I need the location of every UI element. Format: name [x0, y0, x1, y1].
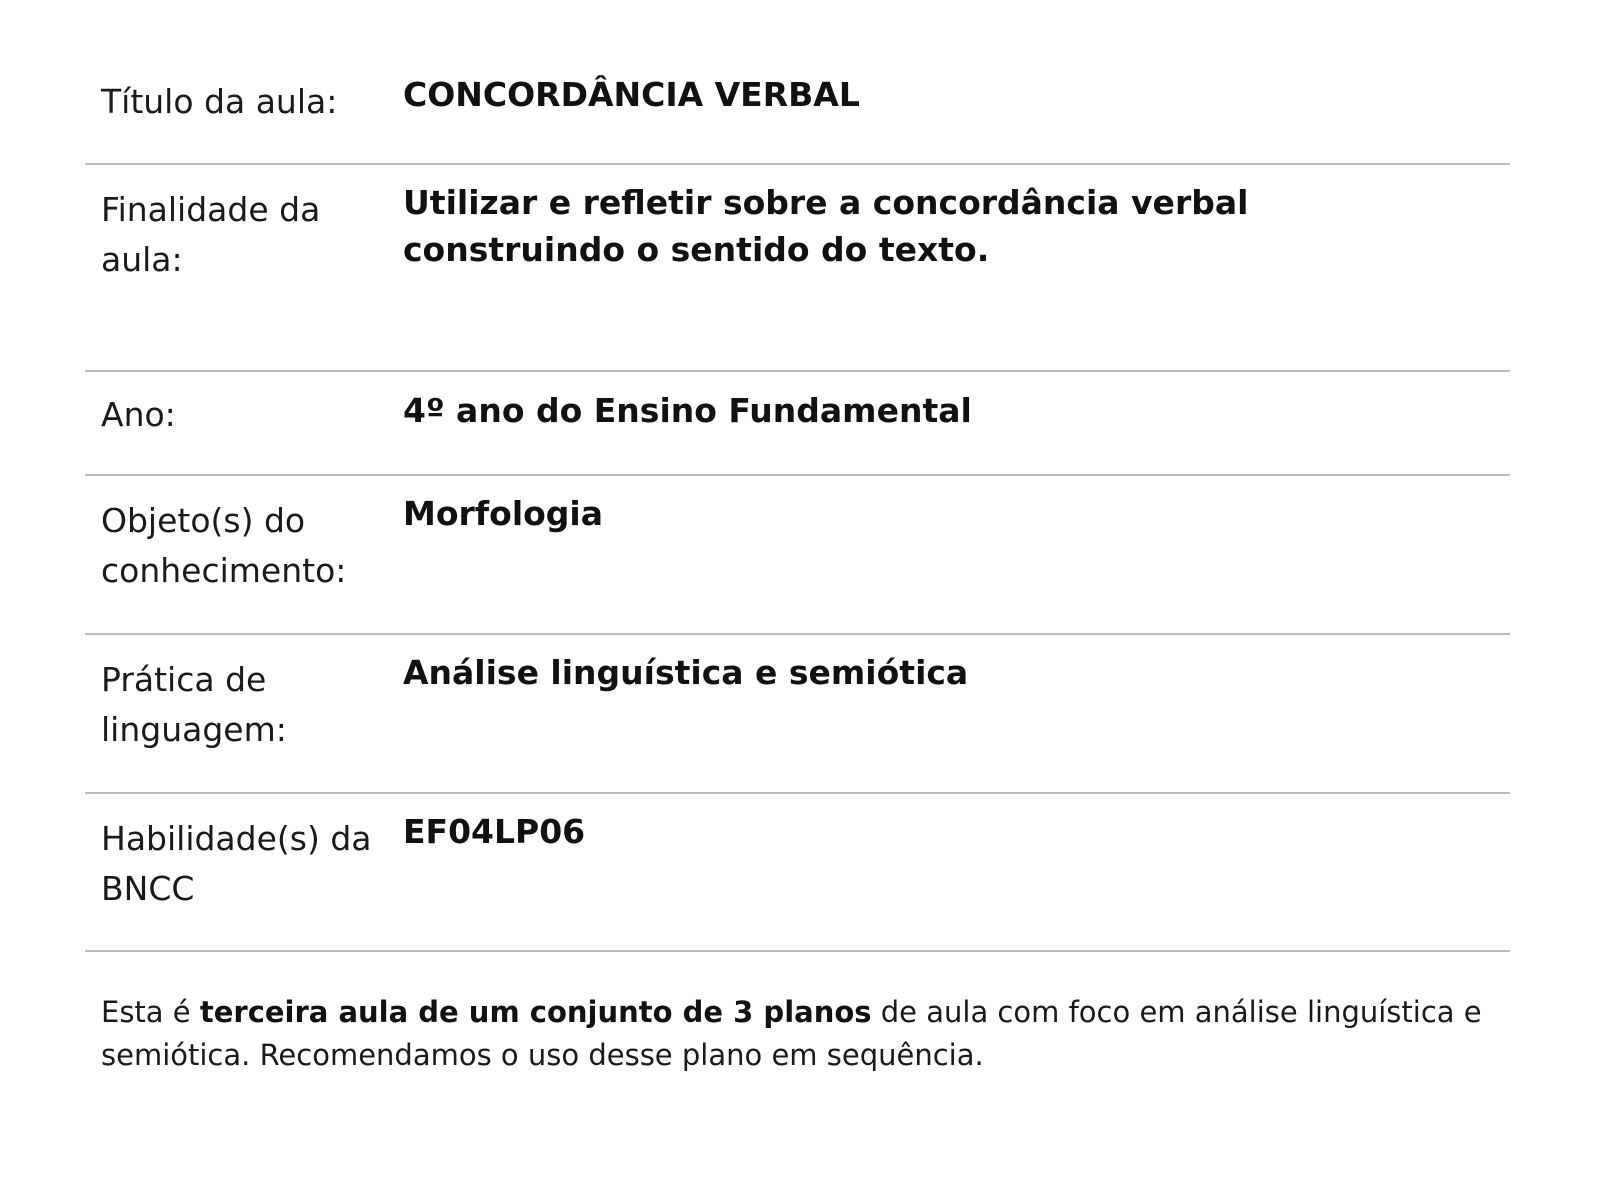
label-finalidade: Finalidade da aula:: [101, 190, 321, 279]
value-ano: 4º ano do Ensino Fundamental: [403, 391, 972, 430]
value-finalidade: Utilizar e refletir sobre a concordância verbal construindo o sentido do texto.: [403, 183, 1249, 269]
sequence-note: [101, 991, 1521, 1077]
row-pratica: [85, 635, 1510, 794]
value-habilidade: EF04LP06: [403, 812, 586, 851]
label-pratica: Prática de linguagem:: [101, 660, 287, 749]
row-habilidade: [85, 794, 1510, 952]
label-objeto: Objeto(s) do conhecimento:: [101, 501, 347, 590]
label-titulo: Título da aula:: [101, 82, 338, 121]
sequence-note-suffix: de aula com foco em análise linguística e semiótica. Recomendamos o uso desse plano em sequência.: [101, 995, 1482, 1072]
sequence-note-prefix: Esta é: [101, 995, 200, 1029]
lesson-info-table: [85, 52, 1510, 952]
row-finalidade: [85, 165, 1510, 372]
value-titulo: CONCORDÂNCIA VERBAL: [403, 75, 860, 114]
value-pratica: Análise linguística e semiótica: [403, 653, 969, 692]
row-ano: [85, 372, 1510, 476]
label-ano: Ano:: [101, 395, 176, 434]
sequence-note-bold: terceira aula de um conjunto de 3 planos: [199, 995, 872, 1029]
value-objeto: Morfologia: [403, 494, 603, 533]
label-habilidade: Habilidade(s) da BNCC: [101, 819, 372, 908]
row-titulo: [85, 52, 1510, 165]
row-objeto: [85, 476, 1510, 635]
